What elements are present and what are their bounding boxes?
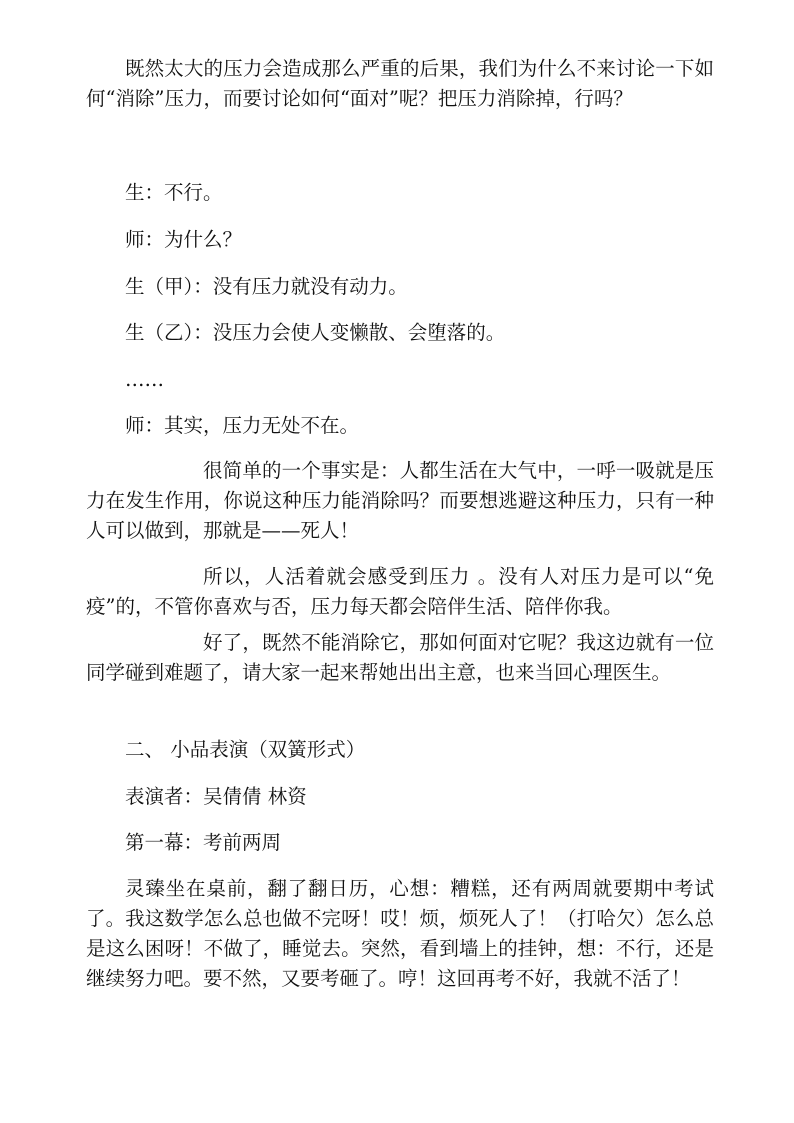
paragraph-teacher-why: 师：为什么？ [125, 228, 243, 251]
paragraph-ellipsis: …… [125, 368, 164, 391]
paragraph-scene-description: 灵臻坐在桌前，翻了翻日历，心想：糟糕，还有两周就要期中考试了。我这数学怎么总也做不完呀！哎！烦，烦死人了！（打哈欠）怎么总是这么困呀！不做了，睡觉去。突然，看到墙上的挂钟，想：不行，还是继续努力吧。要不然，又要考砸了。哼！这回再考不好，我就不活了！ [86, 877, 714, 990]
paragraph-intro-question: 既然太大的压力会造成那么严重的后果，我们为什么不来讨论一下如何“消除”压力，而要讨论如何“面对”呢？把压力消除掉，行吗？ [86, 57, 714, 110]
paragraph-student-b: 生（乙）：没压力会使人变懒散、会堕落的。 [125, 321, 506, 344]
paragraph-teacher-pressure: 师：其实，压力无处不在。 [125, 414, 360, 437]
paragraph-so-alive: 所以，人活着就会感受到压力 。没有人对压力是可以“免疫”的，不管你喜欢与否，压力每天都会陪伴生活、陪伴你我。 [86, 565, 714, 618]
paragraph-student-answer: 生：不行。 [125, 181, 223, 204]
paragraph-simple-fact: 很简单的一个事实是：人都生活在大气中，一呼一吸就是压力在发生作用，你说这种压力能消除吗？而要想逃避这种压力，只有一种人可以做到，那就是——死人！ [86, 459, 714, 542]
paragraph-performers: 表演者：吴倩倩 林资 [125, 785, 307, 808]
paragraph-act-one: 第一幕：考前两周 [125, 831, 282, 854]
paragraph-face-it: 好了，既然不能消除它，那如何面对它呢？我这边就有一位同学碰到难题了，请大家一起来帮她出出主意，也来当回心理医生。 [86, 631, 714, 684]
paragraph-student-a: 生（甲）：没有压力就没有动力。 [125, 275, 408, 298]
section-heading-sketch: 二、 小品表演（双簧形式） [125, 738, 366, 761]
